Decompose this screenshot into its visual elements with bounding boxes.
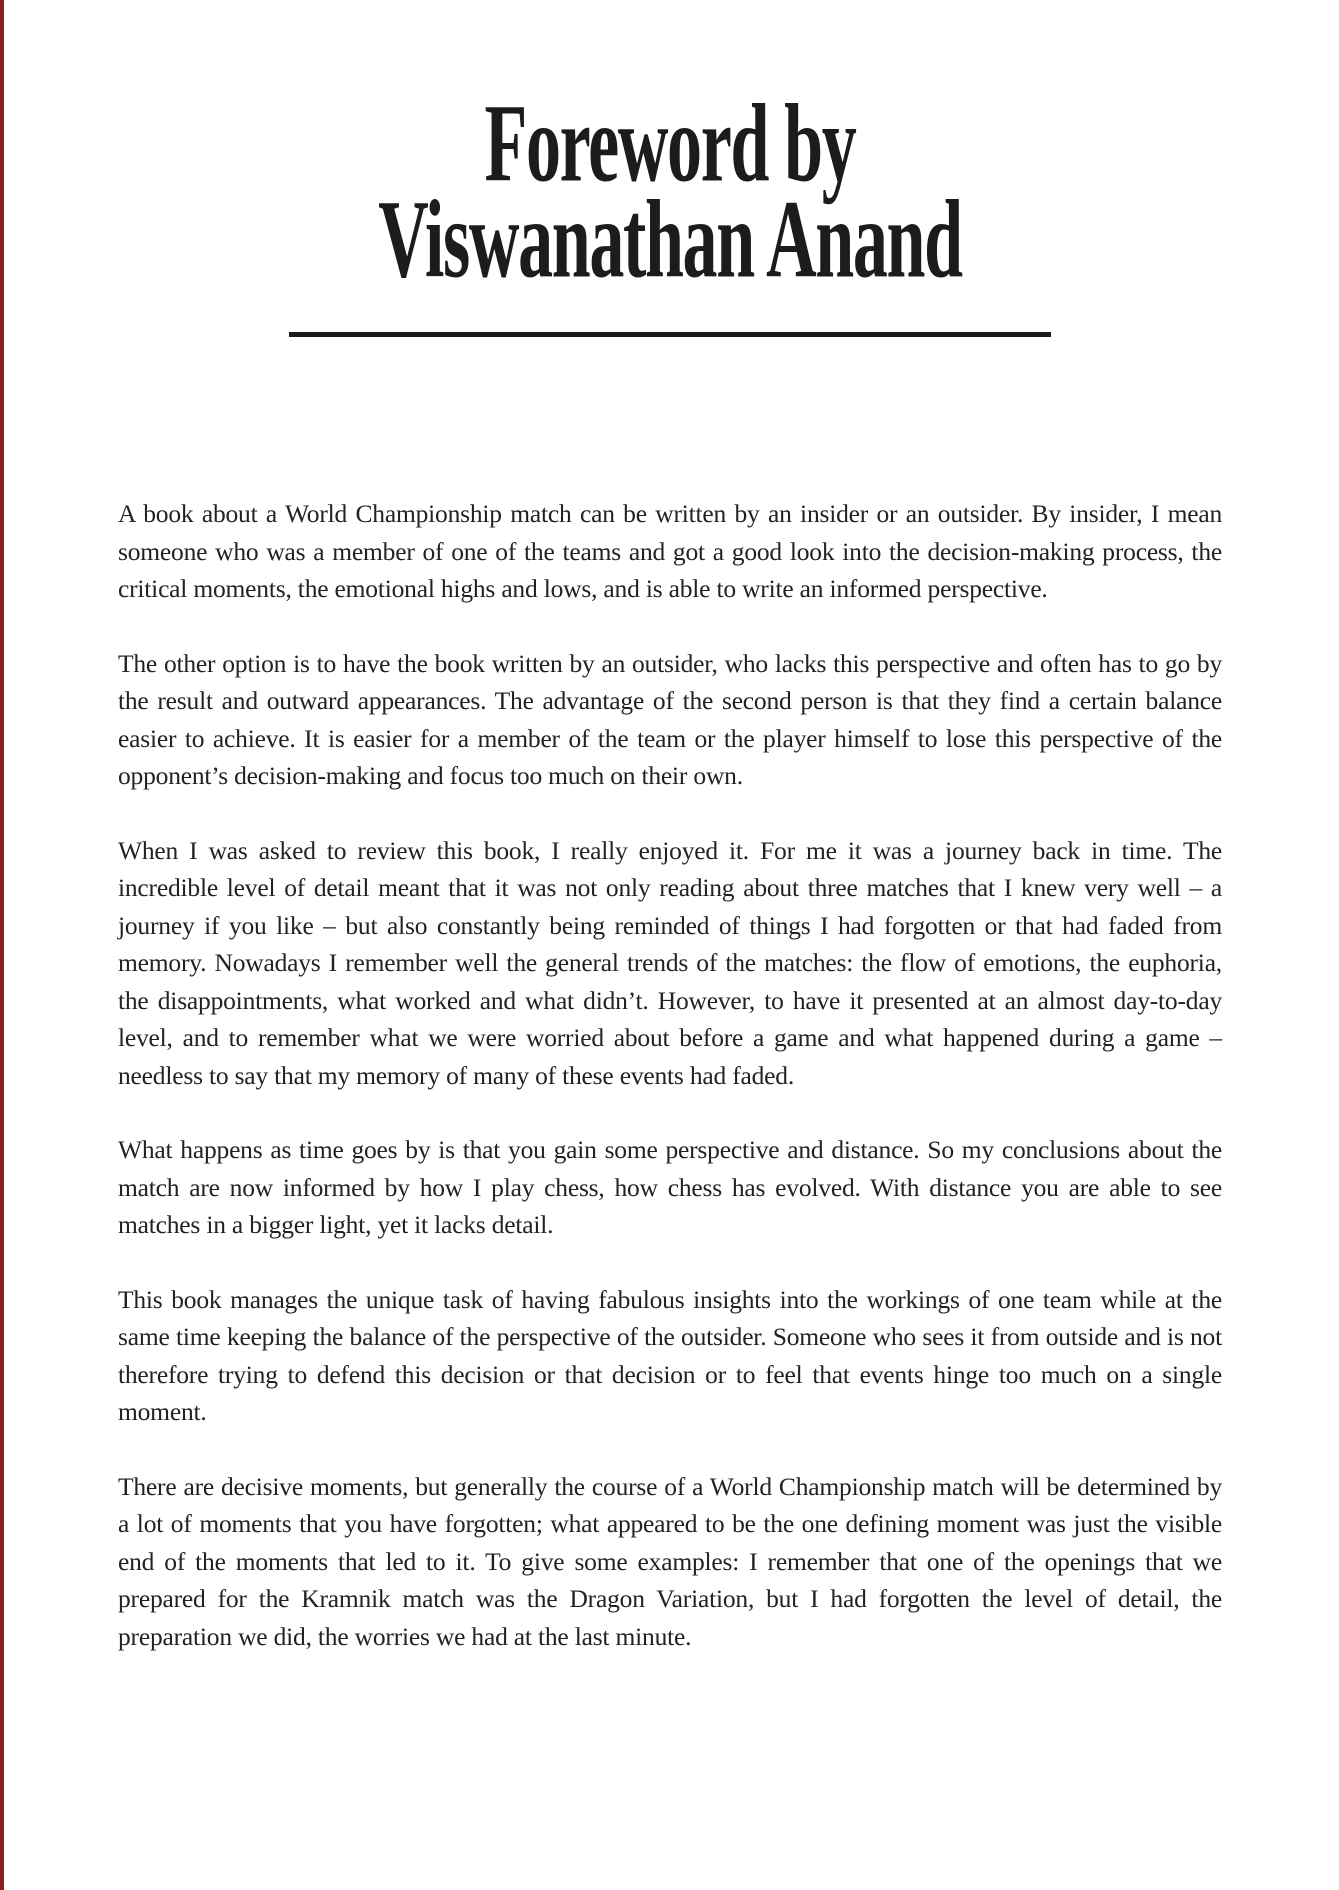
page-title [118, 82, 1222, 337]
title-divider-rule [289, 332, 1051, 337]
page-title-line-1: Foreword by [484, 82, 856, 206]
book-page [118, 0, 1222, 1692]
foreword-paragraph: When I was asked to review this book, I really enjoyed it. For me it was a journey back in time. The incredible level of detail meant that it was not only reading about three matches that I knew very well – a journey if you like – but also constantly being reminded of things I had forgotten or that had faded from memory. Nowadays I remember well the general trends of the matches: the flow of emotions, the euphoria, the disappointments, what worked and what didn’t. However, to have it presented at an almost day-to-day level, and to remember what we were worried about before a game and what happened during a game – needless to say that my memory of many of these events had faded. [118, 835, 1222, 1090]
foreword-paragraph: The other option is to have the book written by an outsider, who lacks this perspective and often has to go by the result and outward appearances. The advantage of the second person is that they find a certain balance easier to achieve. It is easier for a member of the team or the player himself to lose this perspective of the opponent’s decision-making and focus too much on their own. [118, 648, 1222, 790]
foreword-paragraph: What happens as time goes by is that you gain some perspective and distance. So my conclusions about the match are now informed by how I play chess, how chess has evolved. With distance you are able to see matches in a bigger light, yet it lacks detail. [118, 1135, 1222, 1239]
page-title-line-2: Viswanathan Anand [378, 178, 962, 302]
foreword-paragraph: There are decisive moments, but generally the course of a World Championship match will be determined by a lot of moments that you have forgotten; what appeared to be the one defining moment was just the visible end of the moments that led to it. To give some examples: I remember that one of the openings that we prepared for the Kramnik match was the Dragon Variation, but I had forgotten the level of detail, the preparation we did, the worries we had at the last minute. [118, 1471, 1222, 1651]
foreword-paragraph: This book manages the unique task of having fabulous insights into the workings of one team while at the same time keeping the balance of the perspective of the outsider. Someone who sees it from outside and is not therefore trying to defend this decision or that decision or to feel that events hinge too much on a single moment. [118, 1284, 1222, 1426]
page-edge-stripe [0, 0, 4, 1890]
foreword-text [118, 495, 1222, 1655]
foreword-paragraph: A book about a World Championship match can be written by an insider or an outsider. By insider, I mean someone who was a member of one of the teams and got a good look into the decision-making process, the critical moments, the emotional highs and lows, and is able to write an informed perspective. [118, 499, 1222, 603]
